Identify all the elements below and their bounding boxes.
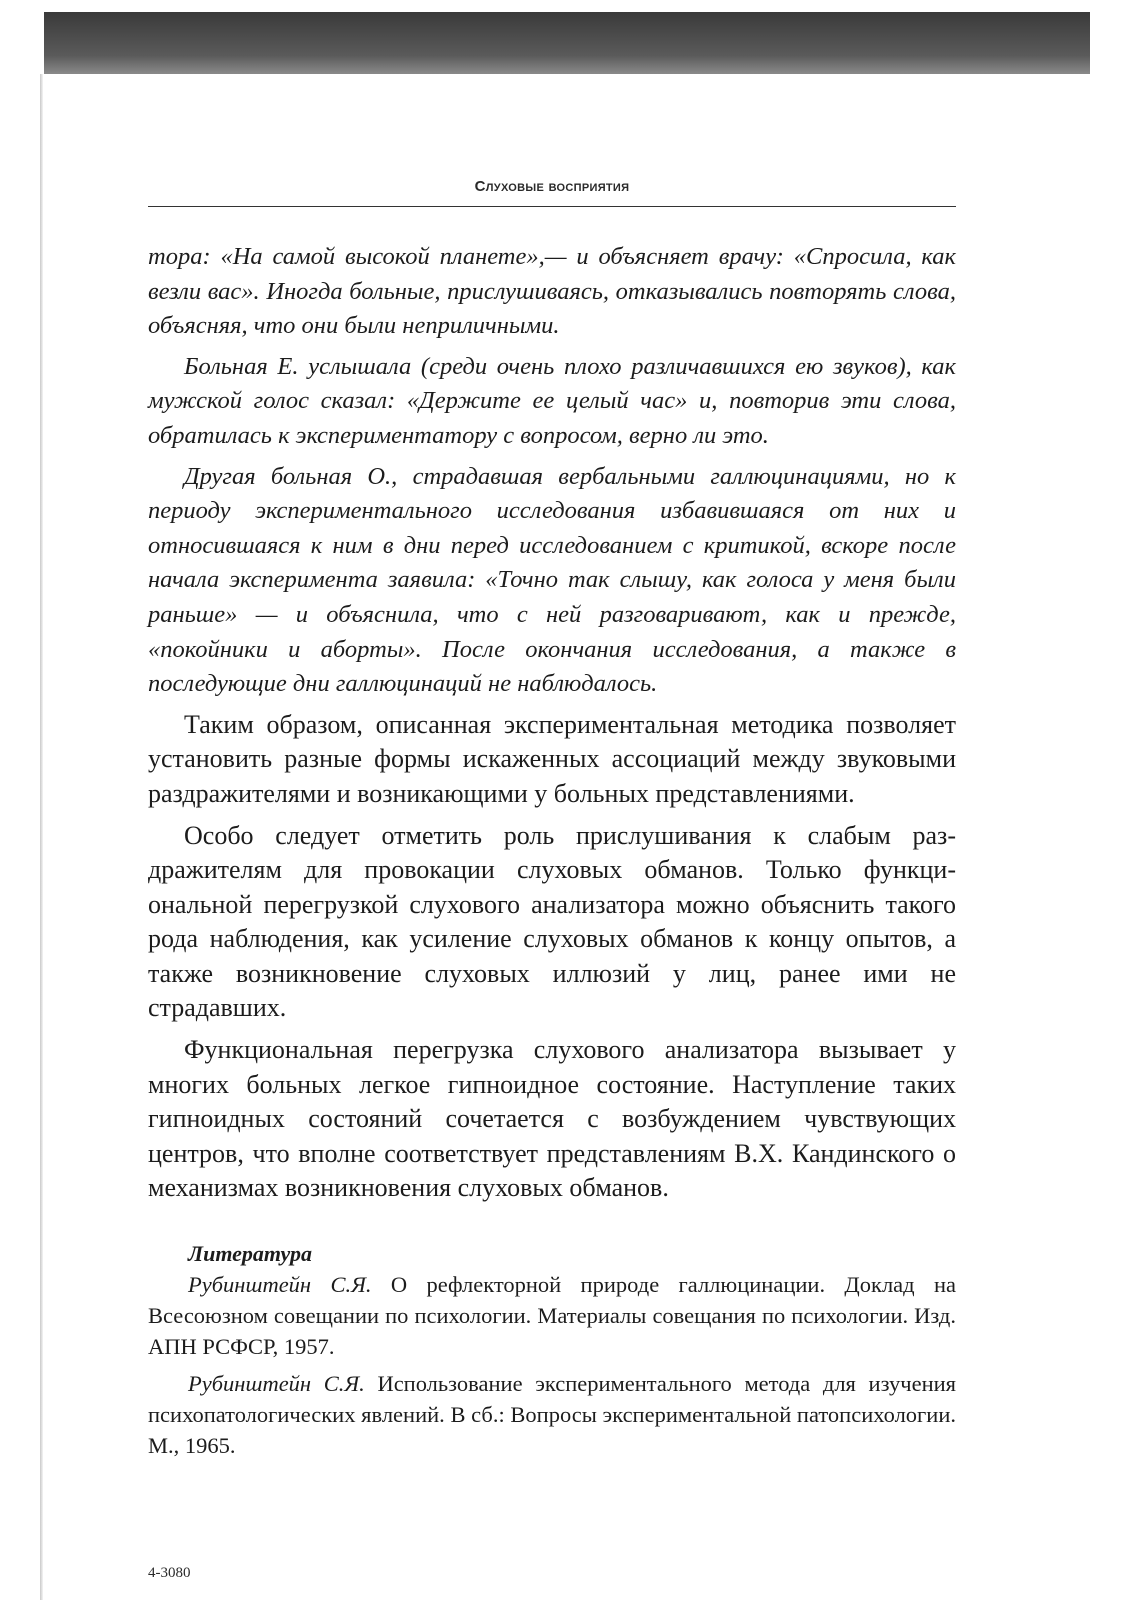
page-edge-shadow [40, 74, 43, 1600]
page-body [148, 240, 956, 1467]
reference-author: Рубинштейн С.Я. [188, 1272, 372, 1298]
paragraph-continuation: тора: «На самой высокой планете»,— и объясняет врачу: «Спросила, как везли вас». Иногда больные, прислушиваясь, отказывались повторять слова, объясняя, что они были неприличными. [148, 243, 956, 340]
printer-sheet-mark: 4-3080 [148, 1565, 191, 1581]
paragraph-method-conclusion: Таким образом, описанная экспериментальная методика позволяет установить разные формы искаженных ассоциаций между звуковыми раздражителями и возникающими у больных представлениями. [148, 709, 956, 808]
reference-text: Использование экспериментального метода для изучения психопатологических явлений. В сб.: Вопросы экспериментальной патопсихологии. М., 1965. [148, 1371, 956, 1459]
reference-item [148, 1368, 956, 1461]
running-header: Слуховые восприятия [474, 178, 630, 195]
paragraph-patient-e: Больная Е. услышала (среди очень плохо различавшихся ею звуков), как мужской голос сказал: «Держите ее целый час» и, повторив эти слова, обратилась к экспериментатору с вопросом, верно ли это. [148, 352, 956, 449]
header-rule [148, 206, 956, 207]
scan-shadow-band [44, 12, 1090, 74]
reference-author: Рубинштейн С.Я. [188, 1371, 365, 1397]
paragraph-patient-o: Другая больная О., страдавшая вербальными галлюцинациями, но к периоду экспериментального исследования избавившаяся от них и относившаяся к ним в дни перед исследованием с критикой, вскоре после начала эксперимента заявила: «Точно так слышу, как голоса у меня были раньше» — и объяснила, что с ней разговаривают, как и прежде, «покойники и аборты». После окончания исследования, а также в последующие дни галлюцинаций не наблюдалось. [148, 462, 956, 698]
reference-item [148, 1269, 956, 1362]
reference-text: О рефлекторной природе галлюцинации. Доклад на Всесоюзном совещании по психологии. Материалы совещания по психологии. Изд. АПН РСФСР, 1957. [148, 1272, 956, 1360]
literature-heading: Литература [188, 1241, 312, 1267]
paragraph-listening-role: Особо следует отметить роль прислушивания к слабым раздражителям для провокации слуховых обманов. Только функциональной перегрузкой слухового анализатора можно объяснить такого рода наблюдения, как усиление слуховых обманов к концу опытов, а также возникновение слуховых иллюзий у лиц, ранее ими не страдавших. [148, 820, 956, 1022]
paragraph-hypnoid-state: Функциональная перегрузка слухового анализатора вызывает у многих больных легкое гипноидное состояние. Наступление таких гипноидных состояний сочетается с возбуждением чувствующих центров, что вполне соответствует представлениям В.Х. Кандинского о механизмах возникновения слуховых обманов. [148, 1035, 956, 1202]
